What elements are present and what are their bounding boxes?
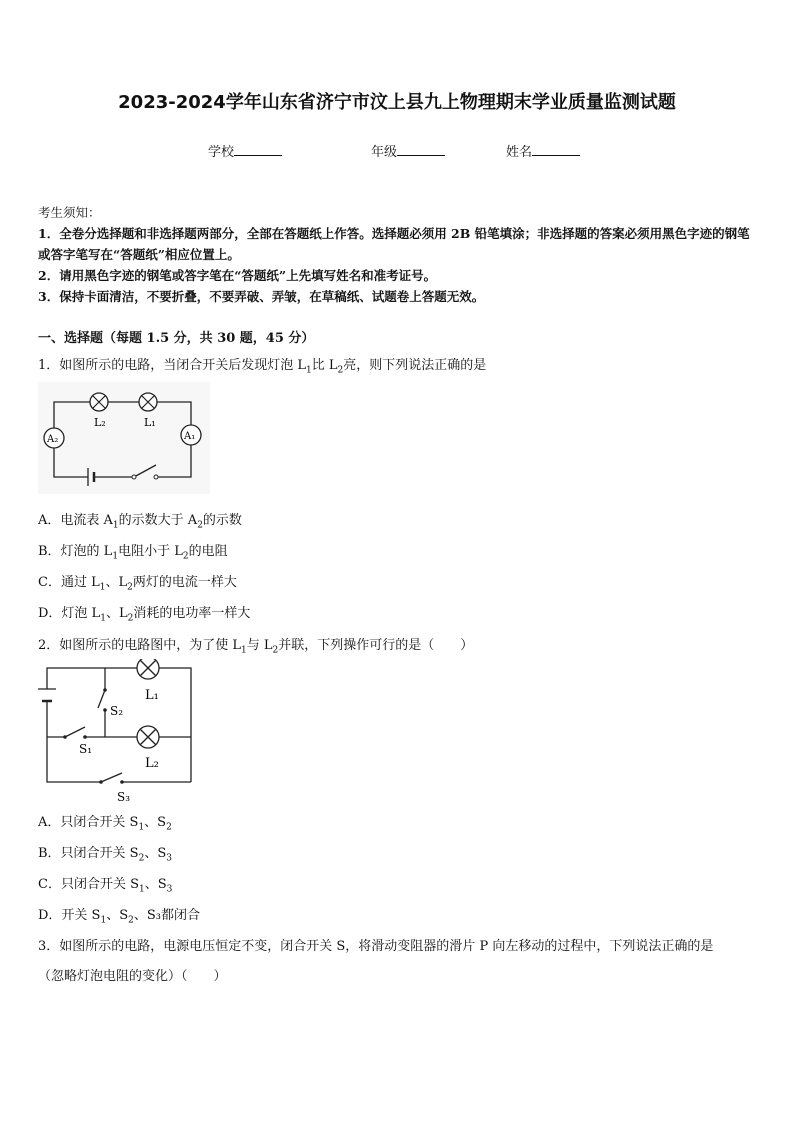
q2-lamp-l1-icon: [137, 659, 159, 679]
option-sub: 2: [166, 822, 172, 833]
school-field: [208, 141, 282, 160]
option-text: 两灯的电流一样大: [132, 575, 237, 590]
option-sub: 1: [112, 551, 119, 562]
option-text: 消耗的电功率一样大: [133, 606, 251, 621]
page-title: 2023-2024学年山东省济宁市汶上县九上物理期末学业质量监测试题: [118, 92, 676, 113]
q1-stem-part: 亮，则下列说法正确的是: [343, 358, 487, 373]
q1-option-d[interactable]: [38, 602, 250, 624]
option-sub: 2: [197, 520, 203, 531]
option-text: C．通过 L: [38, 575, 100, 590]
exam-notes: [38, 202, 758, 307]
option-text: B．只闭合开关 S: [38, 846, 139, 861]
q1-circuit-diagram: [38, 382, 210, 494]
option-sub: 3: [166, 853, 172, 864]
school-blank[interactable]: [234, 143, 282, 156]
grade-label: 年级: [371, 145, 398, 160]
q2-stem-sub: 2: [272, 645, 279, 656]
option-text: 的示数: [202, 513, 242, 528]
q2-stem-sub: 1: [241, 645, 247, 656]
q2-lamp-l2-icon: [137, 726, 159, 748]
option-text: 、S: [144, 877, 167, 892]
q2-label-s1: S₁: [79, 742, 93, 756]
q1-stem-part: 比 L: [311, 358, 338, 373]
q1-option-a[interactable]: [38, 509, 242, 531]
q2-circuit-diagram: [38, 659, 198, 805]
q2-stem: [38, 634, 473, 656]
option-sub: 2: [138, 853, 145, 864]
q2-stem-part: 与 L: [246, 638, 273, 653]
option-text: A．只闭合开关 S: [38, 815, 139, 830]
q1-label-a1: A₁: [184, 431, 196, 442]
option-text: 、L: [105, 575, 128, 590]
option-sub: 1: [112, 520, 119, 531]
option-text: B．灯泡的 L: [38, 544, 113, 559]
q2-label-l1: L₁: [145, 688, 159, 703]
q2-option-a[interactable]: [38, 811, 172, 833]
q1-stem-part: 1．如图所示的电路，当闭合开关后发现灯泡 L: [38, 358, 307, 373]
q3-stem-line1: 3．如图所示的电路，电源电压恒定不变，闭合开关 S，将滑动变阻器的滑片 P 向左移动的过程中，下列说法正确的是: [38, 939, 714, 954]
option-text: 电阻小于 L: [118, 544, 183, 559]
note-item-3: 3．保持卡面清洁，不要折叠，不要弄破、弄皱，在草稿纸、试题卷上答题无效。: [38, 289, 485, 304]
q1-option-b[interactable]: [38, 540, 228, 562]
q1-stem-sub: 1: [306, 365, 312, 376]
option-text: 、S₃都闭合: [133, 908, 200, 923]
option-text: A．电流表 A: [38, 513, 113, 528]
note-item-1: 1．全卷分选择题和非选择题两部分，全部在答题纸上作答。选择题必须用 2B 铅笔填涂；非选择题的答案必须用黑色字迹的钢笔或答字笔写在“答题纸”相应位置上。: [38, 226, 750, 262]
grade-blank[interactable]: [397, 143, 445, 156]
name-field: [506, 141, 580, 160]
q2-option-c[interactable]: [38, 873, 172, 895]
q2-option-d[interactable]: [38, 904, 200, 926]
q1-label-l1: L₁: [144, 416, 156, 429]
q2-switch-contacts: [63, 688, 124, 784]
option-sub: 1: [100, 613, 106, 624]
q1-stem: [38, 354, 486, 376]
q2-stem-part: 并联，下列操作可行的是（ ）: [278, 638, 474, 653]
option-text: 的示数大于 A: [118, 513, 198, 528]
option-sub: 2: [128, 915, 134, 926]
option-sub: 1: [139, 884, 145, 895]
note-item-2: 2．请用黑色字迹的钢笔或答字笔在“答题纸”上先填写姓名和准考证号。: [38, 268, 437, 283]
option-sub: 2: [182, 551, 189, 562]
option-sub: 3: [166, 884, 173, 895]
q2-label-s2: S₂: [110, 704, 124, 718]
option-text: 、S: [106, 908, 129, 923]
name-blank[interactable]: [532, 143, 580, 156]
q1-option-c[interactable]: [38, 571, 237, 593]
option-text: D．开关 S: [38, 908, 101, 923]
q2-option-b[interactable]: [38, 842, 172, 864]
option-sub: 2: [127, 582, 133, 593]
option-text: 、L: [105, 606, 128, 621]
option-sub: 1: [99, 582, 106, 593]
notes-heading: 考生须知：: [38, 205, 101, 220]
q2-battery-icon: [38, 689, 56, 701]
option-text: C．只闭合开关 S: [38, 877, 139, 892]
name-label: 姓名: [506, 145, 533, 160]
q2-label-s3: S₃: [117, 790, 131, 804]
grade-field: [371, 141, 445, 160]
q1-stem-sub: 2: [337, 365, 344, 376]
option-text: 的电阻: [188, 544, 228, 559]
option-text: 、S: [144, 815, 167, 830]
q1-label-a2: A₂: [47, 434, 59, 445]
lamp-l2-icon: [90, 393, 108, 411]
q2-stem-part: 2．如图所示的电路图中，为了使 L: [38, 638, 242, 653]
option-sub: 1: [100, 915, 107, 926]
option-text: 、S: [144, 846, 167, 861]
q2-wires: [47, 668, 191, 782]
school-label: 学校: [208, 145, 235, 160]
q1-label-l2: L₂: [94, 416, 106, 429]
option-sub: 1: [138, 822, 145, 833]
q2-label-l2: L₂: [145, 756, 159, 771]
lamp-l1-icon: [139, 393, 157, 411]
option-text: D．灯泡 L: [38, 606, 101, 621]
q3-stem-line2: （忽略灯泡电阻的变化）（ ）: [38, 969, 227, 984]
option-sub: 2: [127, 613, 134, 624]
section-title: 一、选择题（每题 1.5 分，共 30 题，45 分）: [38, 331, 315, 346]
